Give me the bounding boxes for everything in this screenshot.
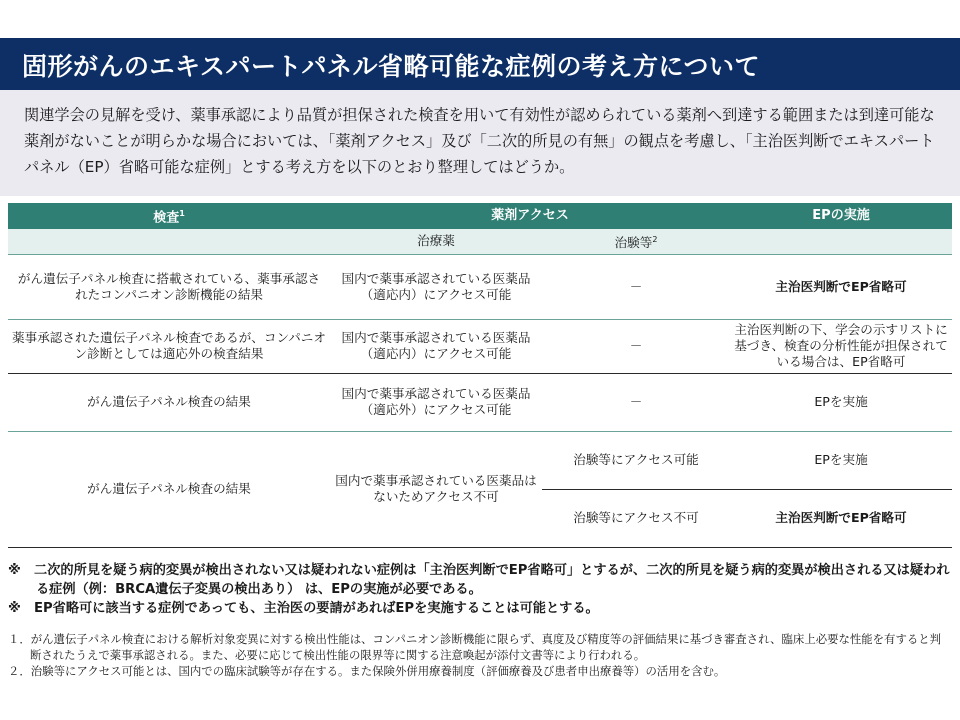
- notes: [8, 561, 952, 618]
- row-test: 薬事承認された遺伝子パネル検査であるが、コンパニオン診断としては適応外の検査結果: [8, 319, 330, 373]
- row-ep-not-accessible: 主治医判断でEP省略可: [730, 489, 952, 547]
- row-test: がん遺伝子パネル検査に搭載されている、薬事承認されたコンパニオン診断機能の結果: [8, 254, 330, 319]
- note-secondary-findings: ※ 二次的所見を疑う病的変異が検出されない又は疑われない症例は「主治医判断でEP省略可」とするが、二次的所見を疑う病的変異が検出される又は疑われる症例（例：BRCA遺伝子変異の検出あり） は、EPの実施が必要である。: [8, 563, 950, 597]
- row-trial-accessible: 治験等にアクセス可能: [542, 431, 730, 489]
- table-row: [8, 254, 952, 319]
- table-row: [8, 431, 952, 489]
- row-ep-accessible: EPを実施: [730, 431, 952, 489]
- page-title: 固形がんのエキスパートパネル省略可能な症例の考え方について: [22, 52, 761, 81]
- footnote-2: ２．治験等にアクセス可能とは、国内での臨床試験等が存在する。また保険外併用療養制度（評価療養及び患者申出療養等）の活用を含む。: [8, 664, 726, 678]
- subheader-trial: 治験等$^2$: [542, 229, 730, 254]
- subheader-treatment: 治療薬: [330, 229, 542, 254]
- footnote-1: １．がん遺伝子パネル検査における解析対象変異に対する検出性能は、コンパニオン診断機能に限らず、真度及び精度等の評価結果に基づき審査され、臨床上必要な性能を有すると判断されたうえで薬事承認される。また、必要に応じて検出性能の限界等に関する注意喚起が添付文書等により行われる。: [8, 632, 942, 662]
- table-subheader-row: [8, 229, 952, 254]
- row-ep: 主治医判断でEP省略可: [730, 254, 952, 319]
- note-ep-request: ※ EP省略可に該当する症例であっても、主治医の要請があればEPを実施することは可能とする。: [8, 601, 599, 616]
- row-trial: －: [542, 373, 730, 431]
- row-trial: －: [542, 319, 730, 373]
- header-ep: EPの実施: [730, 203, 952, 229]
- footnotes: [8, 631, 952, 679]
- table-row: [8, 373, 952, 431]
- header-test: 検査$^1$: [8, 203, 330, 229]
- row-test: がん遺伝子パネル検査の結果: [8, 431, 330, 547]
- row-treatment: 国内で薬事承認されている医薬品（適応内）にアクセス可能: [330, 319, 542, 373]
- header-drug-access: 薬剤アクセス: [330, 203, 730, 229]
- row-treatment: 国内で薬事承認されている医薬品（適応外）にアクセス可能: [330, 373, 542, 431]
- row-ep: EPを実施: [730, 373, 952, 431]
- table-row: [8, 319, 952, 373]
- row-ep: 主治医判断の下、学会の示すリストに基づき、検査の分析性能が担保されている場合は、EP省略可: [730, 319, 952, 373]
- row-trial: －: [542, 254, 730, 319]
- row-treatment: 国内で薬事承認されている医薬品（適応内）にアクセス可能: [330, 254, 542, 319]
- row-trial-not-accessible: 治験等にアクセス不可: [542, 489, 730, 547]
- title-bar: [0, 38, 960, 90]
- table-header-row: [8, 203, 952, 229]
- row-treatment: 国内で薬事承認されている医薬品はないためアクセス不可: [330, 431, 542, 547]
- intro-box: [0, 90, 960, 196]
- row-test: がん遺伝子パネル検査の結果: [8, 373, 330, 431]
- intro-text: 関連学会の見解を受け、薬事承認により品質が担保された検査を用いて有効性が認められている薬剤へ到達する範囲または到達可能な薬剤がないことが明らかな場合においては、「薬剤アクセス」及び「二次的所見の有無」の観点を考慮し、「主治医判断でエキスパートパネル（EP）省略可能な症例」とする考え方を以下のとおり整理してはどうか。: [24, 106, 935, 176]
- ep-table: [8, 203, 952, 548]
